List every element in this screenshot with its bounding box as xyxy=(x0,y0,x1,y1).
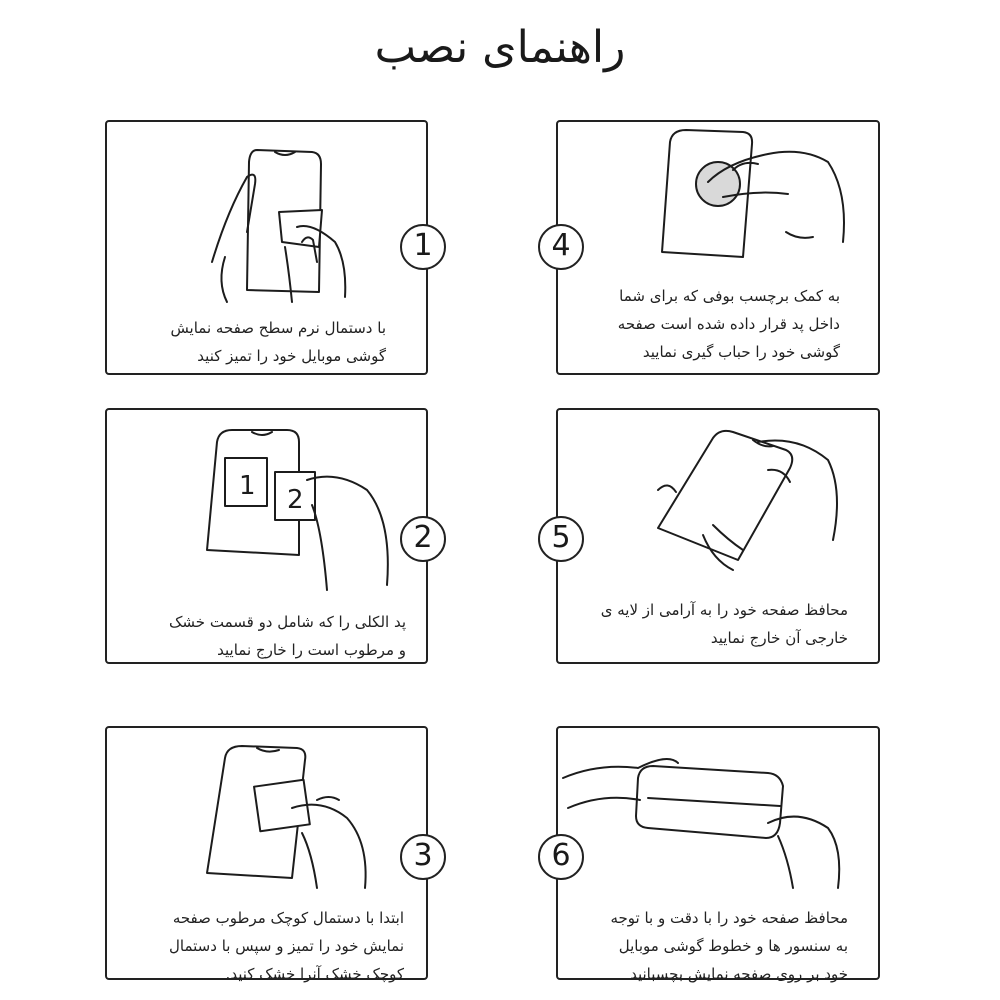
pad-1-label: 1 xyxy=(239,471,256,501)
step-1-caption: با دستمال نرم سطح صفحه نمایش گوشی موبایل خود را تمیز کنید xyxy=(170,319,386,365)
step-3-number-badge: 3 xyxy=(400,834,446,880)
alcohol-pad-illustration xyxy=(107,410,430,600)
step-1-card xyxy=(105,120,428,375)
step-4-number-badge: 4 xyxy=(538,224,584,270)
apply-protector-illustration xyxy=(558,728,882,893)
step-2-caption: پد الکلی را که شامل دو قسمت خشک و مرطوب است را خارج نمایید xyxy=(169,613,406,659)
step-5-caption: محافظ صفحه خود را به آرامی از لایه ی خارجی آن خارج نمایید xyxy=(600,601,848,647)
step-1-number-badge: 1 xyxy=(400,224,446,270)
step-5-number-badge: 5 xyxy=(538,516,584,562)
step-6-caption: محافظ صفحه خود را با دقت و با توجه به سنسور ها و خطوط گوشی موبایل خود بر روی صفحه نمایش بچسبانید xyxy=(610,909,848,983)
step-4-card xyxy=(556,120,880,375)
step-2-number-badge: 2 xyxy=(400,516,446,562)
step-4-caption: به کمک برچسب بوفی که برای شما داخل پد قرار داده شده است صفحه گوشی خود را حباب گیری نمایید xyxy=(617,287,840,361)
page-title: راهنمای نصب xyxy=(374,22,626,73)
step-3-caption: ابتدا با دستمال کوچک مرطوب صفحه نمایش خود را تمیز و سپس با دستمال کوچک خشک آنرا خشک کنید. xyxy=(169,909,404,983)
step-6-number-badge: 6 xyxy=(538,834,584,880)
wipe-clean-illustration xyxy=(107,728,430,893)
step-5-card xyxy=(556,408,880,664)
step-6-card xyxy=(556,726,880,983)
step-3-card xyxy=(105,726,428,983)
phone-cleaning-illustration xyxy=(107,122,430,302)
bubble-removal-illustration xyxy=(558,122,882,287)
step-2-card xyxy=(105,408,428,664)
peel-protector-illustration xyxy=(558,410,882,590)
pad-2-label: 2 xyxy=(287,485,304,515)
